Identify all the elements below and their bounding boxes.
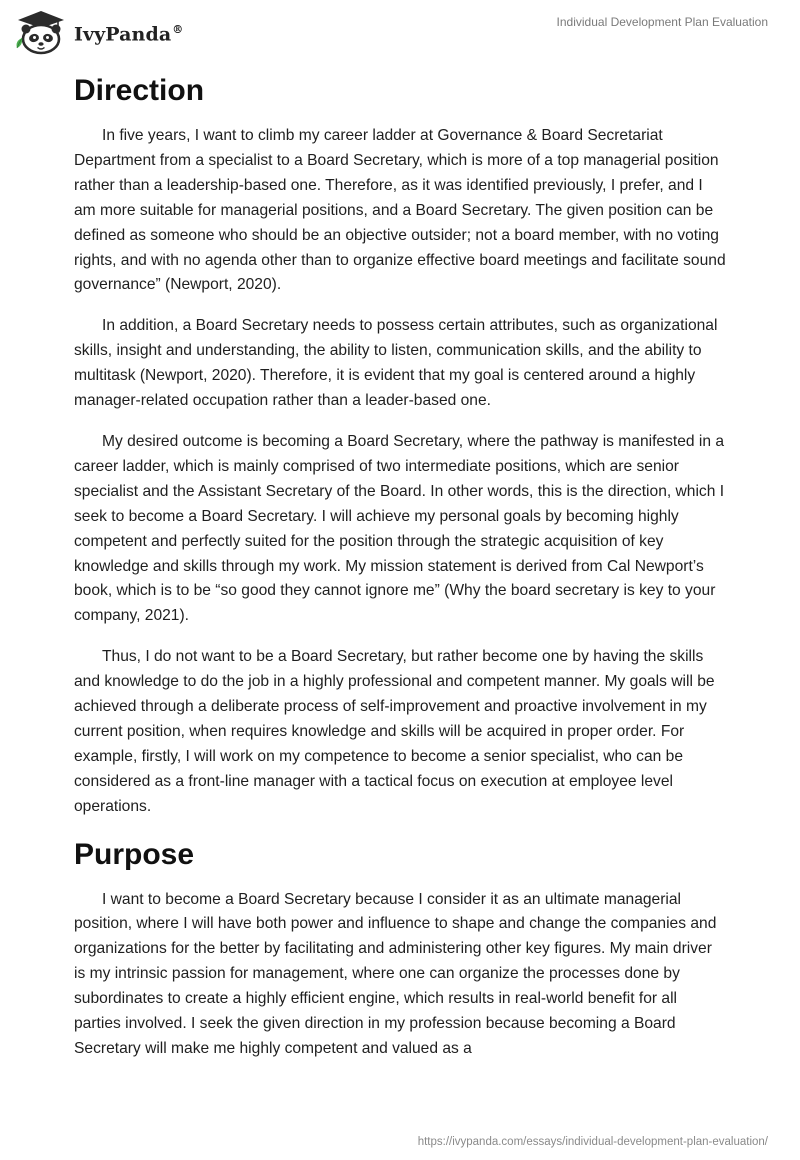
paragraph: In addition, a Board Secretary needs to possess certain attributes, such as organizational skills, insight and understanding, the ability to listen, communication skills, and the ability to multitask (Newport, 2020). Therefore, it is evident that my goal is centered around a highly manager-related occupation rather than a leader-based one. xyxy=(74,317,718,410)
paragraph: My desired outcome is becoming a Board Secretary, where the pathway is manifested in a career ladder, which is mainly comprised of two intermediate positions, which are senior specialist and the Assistant Secretary of the Board. In other words, this is the direction, which I seek to become a Board Secretary. I will achieve my personal goals by becoming highly competent and perfectly suited for the position through the strategic acquisition of key knowledge and skills through my work. My mission statement is derived from Cal Newport’s book, which is to be “so good they cannot ignore me” (Why the board secretary is key to your company, 2021). xyxy=(74,432,725,625)
document-title: Individual Development Plan Evaluation xyxy=(556,15,768,29)
paragraph: In five years, I want to climb my career ladder at Governance & Board Secretariat Department from a specialist to a Board Secretary, which is more of a top managerial position rather than a leadership-based one. Therefore, as it was identified previously, I prefer, and I am more suitable for managerial positions, and a Board Secretary. The given position can be defined as someone who should be an objective outsider; not a board member, with no voting rights, and with no agenda other than to organize effective board meetings and facilitate sound governance” (Newport, 2020). xyxy=(74,127,726,294)
section-heading-purpose: Purpose xyxy=(74,837,195,871)
paragraph: I want to become a Board Secretary because I consider it as an ultimate managerial position, where I will have both power and influence to shape and change the companies and organizations for the better by facilitating and administering other key figures. My main driver is my intrinsic passion for management, where one can organize the processes done by subordinates to create a highly efficient engine, which results in real-world benefit for all parties involved. I seek the given direction in my profession because becoming a Board Secretary will make me highly competent and valued as a xyxy=(74,890,717,1057)
panda-logo-icon xyxy=(14,8,68,56)
brand-logo[interactable] xyxy=(14,8,183,56)
page-header xyxy=(0,0,800,60)
section-heading-direction: Direction xyxy=(74,74,205,107)
brand-name: IvyPanda® xyxy=(74,22,184,46)
registered-mark: ® xyxy=(172,22,184,36)
source-url[interactable]: https://ivypanda.com/essays/individual-development-plan-evaluation/ xyxy=(417,1136,768,1148)
essay-content xyxy=(74,64,726,1078)
paragraph: Thus, I do not want to be a Board Secretary, but rather become one by having the skills and knowledge to do the job in a highly professional and competent manner. My goals will be achieved through a deliberate process of self-improvement and proactive involvement in my current position, when requires knowledge and skills will be acquired in proper order. For example, firstly, I will work on my competence to become a senior specialist, who can be considered as a front-line manager with a tactical focus on execution at employee level operations. xyxy=(74,648,715,815)
